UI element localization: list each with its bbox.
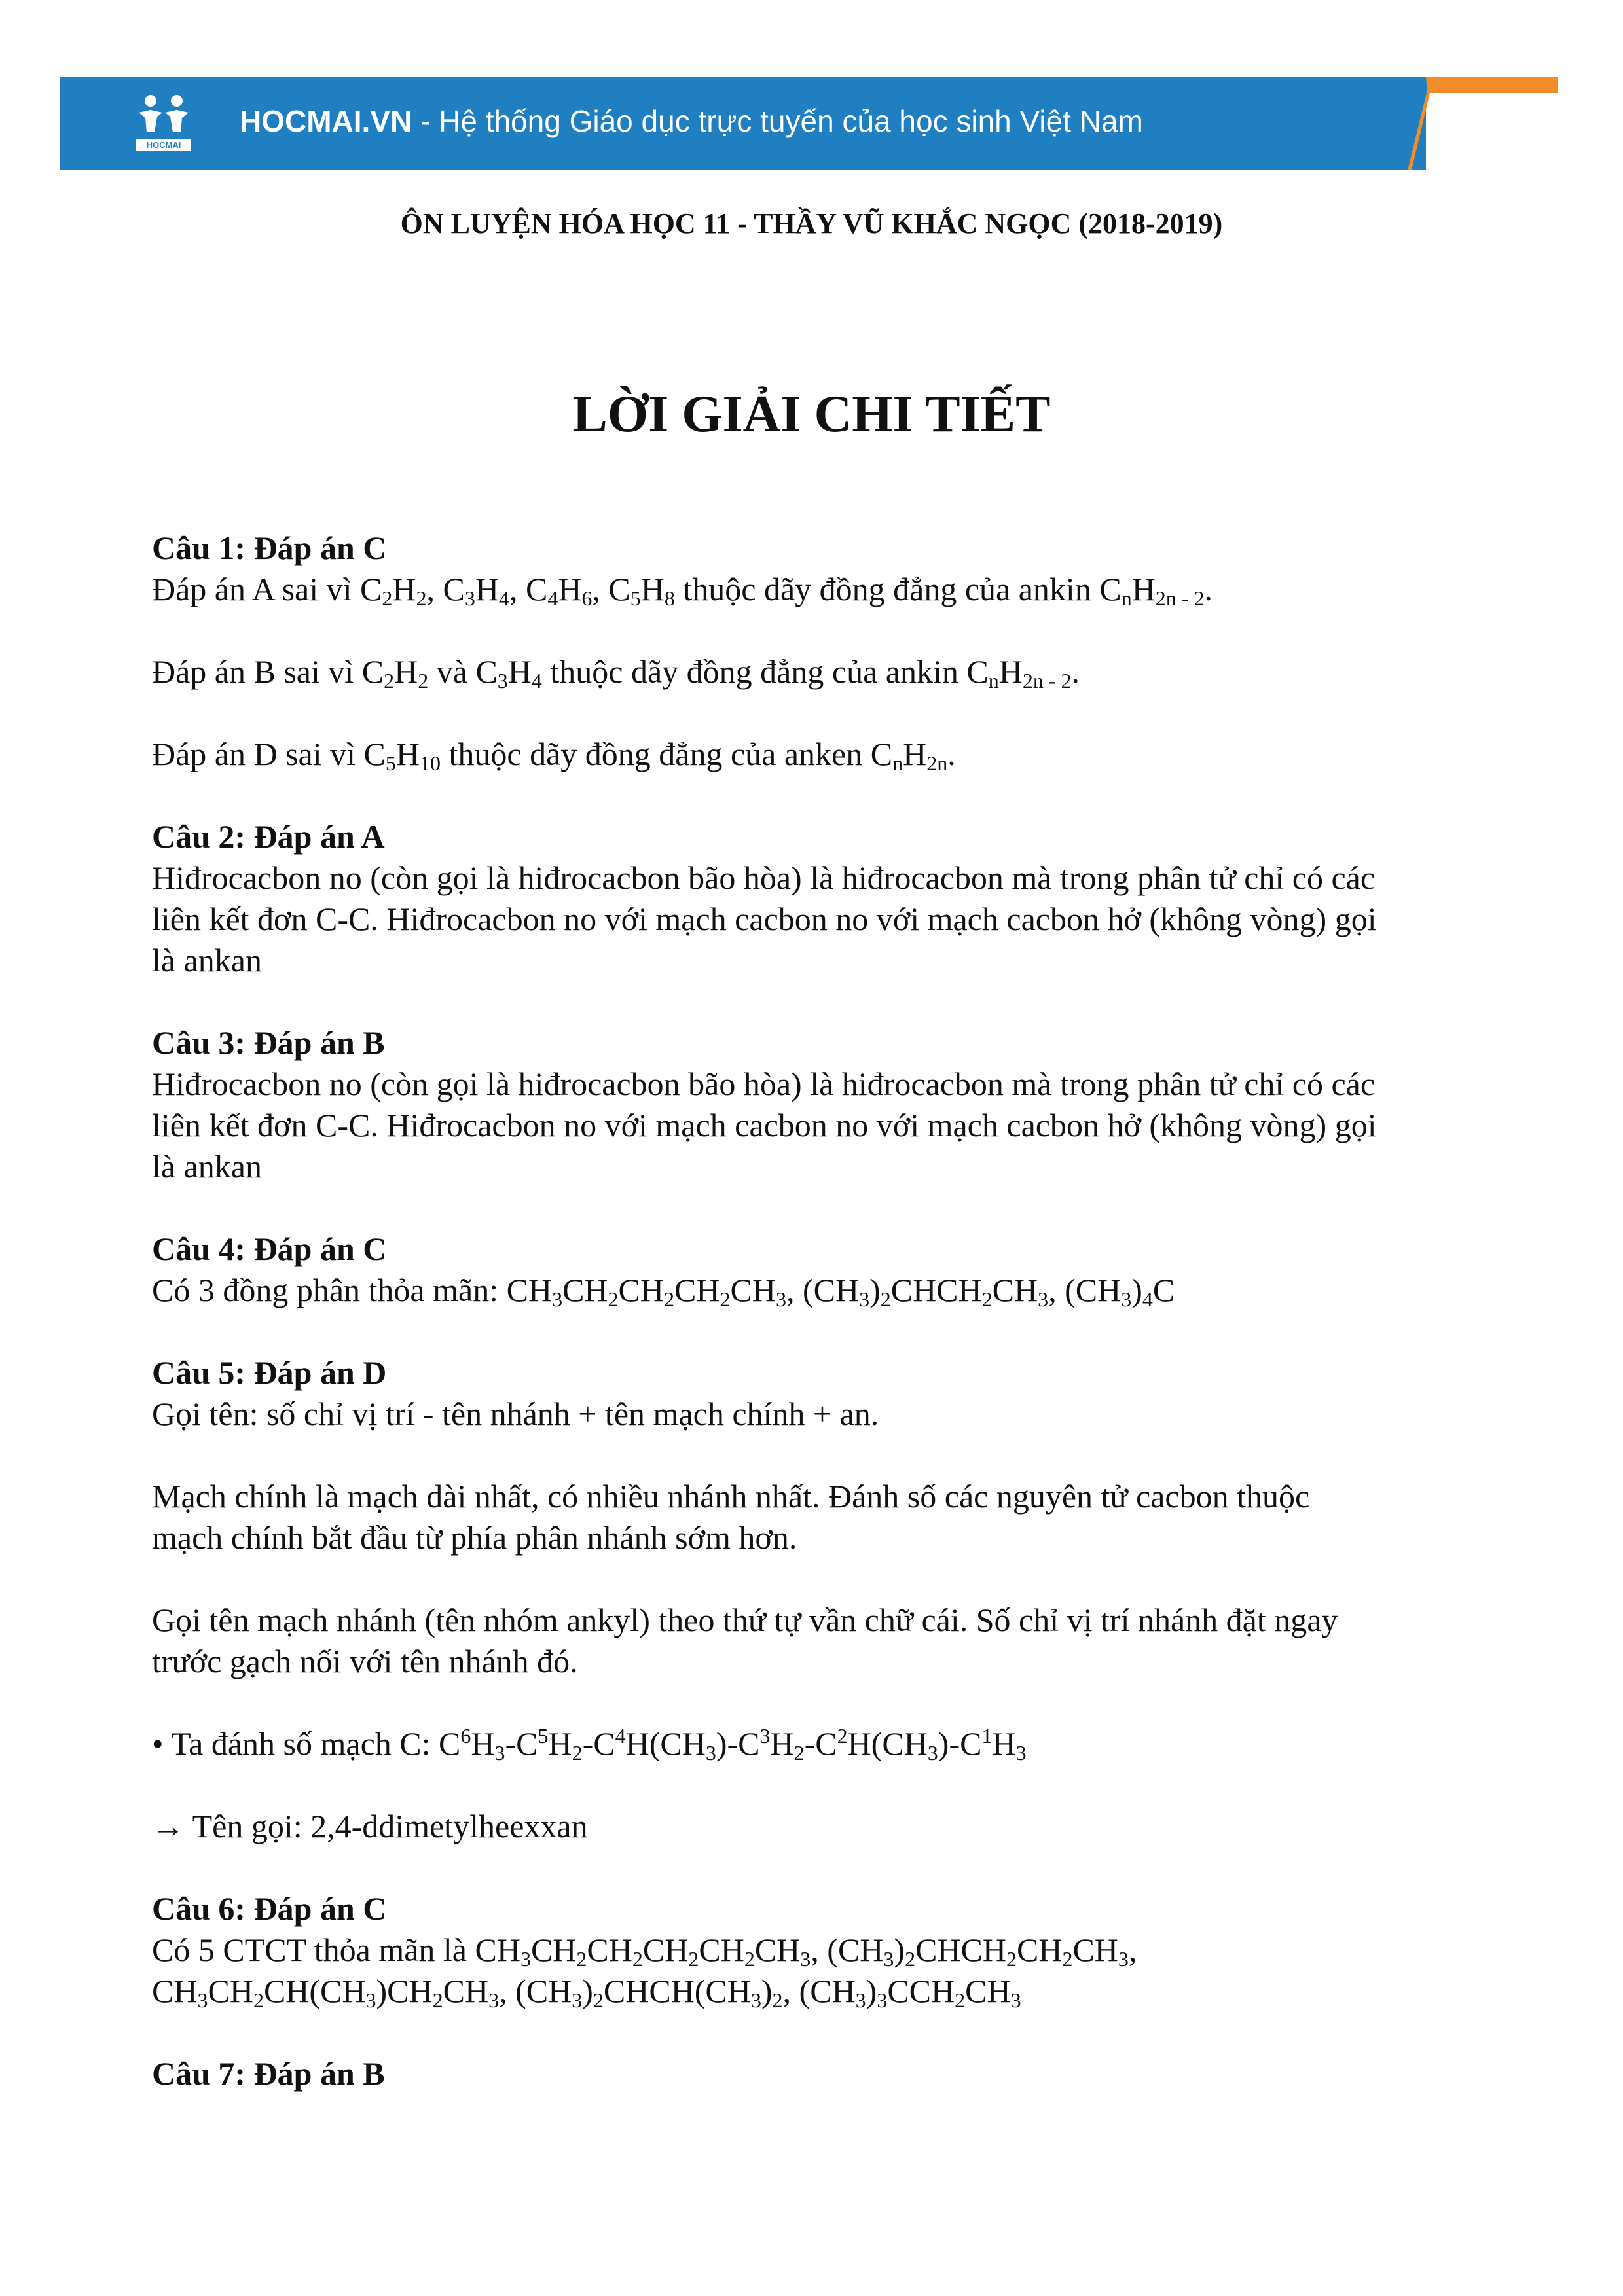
question-5-line: trước gạch nối với tên nhánh đó. [152, 1643, 578, 1679]
question-5-line: mạch chính bắt đầu từ phía phân nhánh sớm hơn. [152, 1519, 797, 1556]
question-5-line: Gọi tên mạch nhánh (tên nhóm ankyl) theo thứ tự vần chữ cái. Số chỉ vị trí nhánh đặt ngay [152, 1602, 1338, 1638]
banner-accent-overlay [1349, 77, 1558, 170]
question-4-heading: Câu 4: Đáp án C [152, 1230, 387, 1267]
question-1-option-d: Đáp án D sai vì $C_5H_{10}$ thuộc dãy đồng đẳng của anken $C_nH_{2n}$. [152, 736, 956, 775]
brand-name: HOCMAI.VN [240, 104, 412, 138]
question-3-line: Hiđrocacbon no (còn gọi là hiđrocacbon bão hòa) là hiđrocacbon mà trong phân tử chỉ có các [152, 1066, 1376, 1102]
question-4-answer: Có 3 đồng phân thỏa mãn: $CH_3CH_2CH_2CH_2CH_3$, $(CH_3)_2CHCH_2CH_3$, $(CH_3)_4C$ [152, 1272, 1175, 1311]
course-title: ÔN LUYỆN HÓA HỌC 11 - THẦY VŨ KHẮC NGỌC (2018-2019) [400, 207, 1223, 240]
question-3-line: liên kết đơn C-C. Hiđrocacbon no với mạch cacbon no với mạch cacbon hở (không vòng) gọi [152, 1107, 1377, 1143]
question-5-heading: Câu 5: Đáp án D [152, 1354, 387, 1391]
question-7-heading: Câu 7: Đáp án B [152, 2055, 385, 2092]
question-1-heading: Câu 1: Đáp án C [152, 529, 387, 566]
question-1-option-a: Đáp án A sai vì $C_2H_2$, $C_3H_4$, $C_4H_6$, $C_5H_8$ thuộc dãy đồng đẳng của ankin $C_nH_{2n - 2}$. [152, 571, 1213, 610]
question-2-line: Hiđrocacbon no (còn gọi là hiđrocacbon bão hòa) là hiđrocacbon mà trong phân tử chỉ có các [152, 859, 1376, 896]
question-3-heading: Câu 3: Đáp án B [152, 1024, 385, 1061]
tagline-text: - Hệ thống Giáo dục trực tuyến của học sinh Việt Nam [412, 104, 1143, 138]
question-6-answer: Có 5 CTCT thỏa mãn là $CH_3CH_2CH_2CH_2CH_2CH_3$, $(CH_3)_2CHCH_2CH_2CH_3$, [152, 1931, 1137, 1971]
question-6-heading: Câu 6: Đáp án C [152, 1890, 387, 1927]
question-2-line: liên kết đơn C-C. Hiđrocacbon no với mạch cacbon no với mạch cacbon hở (không vòng) gọi [152, 901, 1377, 937]
header-tagline [240, 103, 1143, 139]
question-6-answer-cont: $CH_3CH_2CH(CH_3)CH_2CH_3$, $(CH_3)_2CHCH(CH_3)_2$, $(CH_3)_3CCH_2CH_3$ [152, 1973, 1021, 2012]
question-1-option-b: Đáp án B sai vì $C_2H_2$ và $C_3H_4$ thuộc dãy đồng đẳng của ankin $C_nH_{2n - 2}$. [152, 653, 1080, 692]
solutions-content [152, 528, 1501, 2094]
question-5-name: → Tên gọi: 2,4-ddimetylheexxan [152, 1808, 588, 1844]
question-3-line: là ankan [152, 1148, 262, 1185]
svg-text:HOCMAI: HOCMAI [146, 140, 181, 150]
hocmai-logo-icon [131, 92, 196, 157]
question-2-line: là ankan [152, 942, 262, 978]
question-5-line: Gọi tên: số chỉ vị trí - tên nhánh + tên mạch chính + an. [152, 1395, 879, 1432]
question-2-heading: Câu 2: Đáp án A [152, 818, 385, 855]
document-title: LỜI GIẢI CHI TIẾT [572, 386, 1051, 443]
question-5-numbering: • Ta đánh số mạch C: $C^6H_3-C^5H_2-C^4H(CH_3)-C^3H_2-C^2H(CH_3)-C^1H_3$ [152, 1724, 1027, 1765]
question-5-line: Mạch chính là mạch dài nhất, có nhiều nhánh nhất. Đánh số các nguyên tử cacbon thuộc [152, 1478, 1310, 1515]
